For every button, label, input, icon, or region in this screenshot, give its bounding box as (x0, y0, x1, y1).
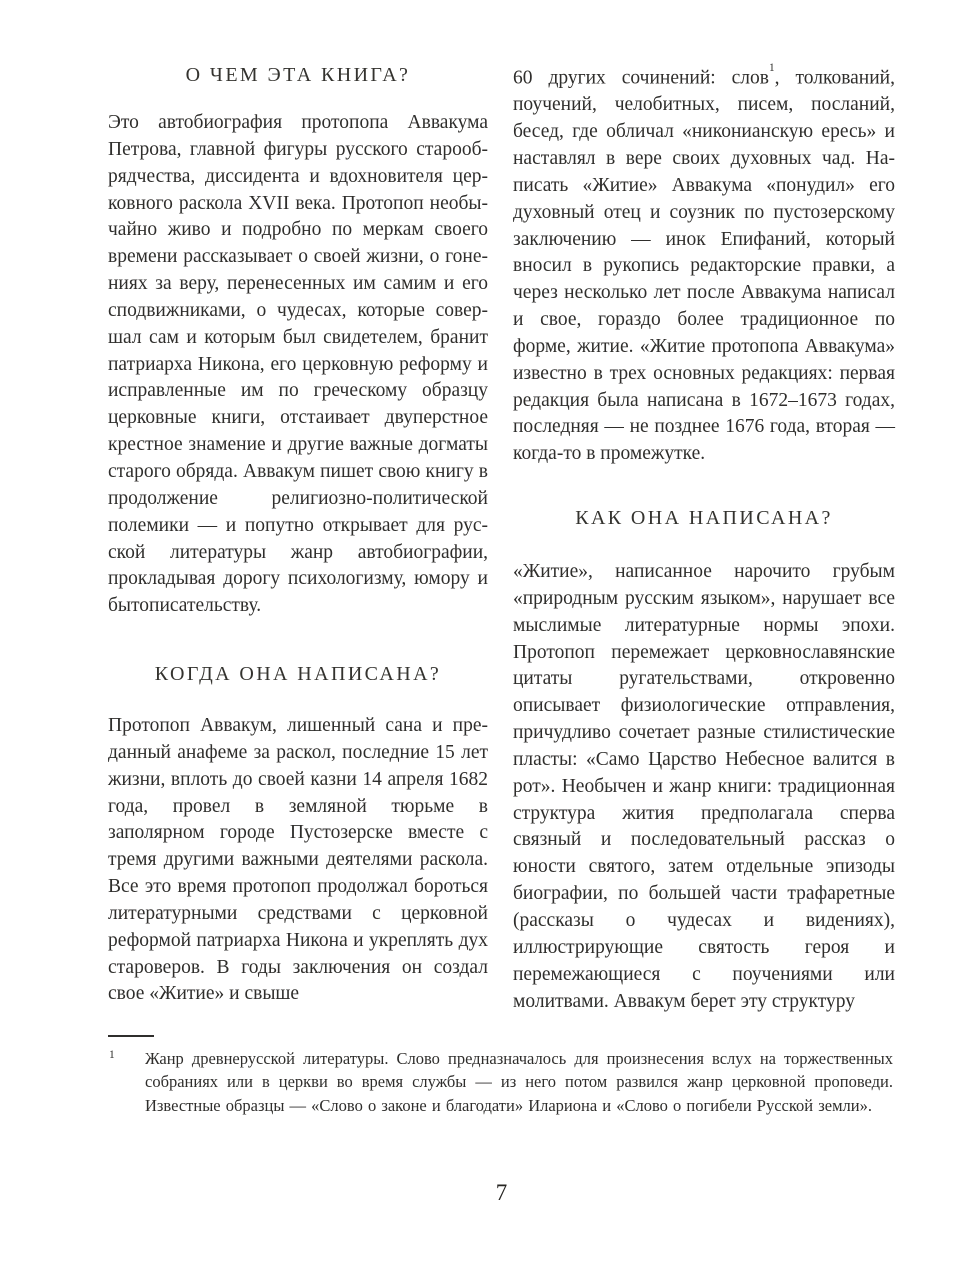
paragraph-when: Протопоп Аввакум, лишенный сана и преданный анафеме за раскол, последние 15 лет жизни, вплоть до своей казни 14 апреля 1682 года, провел в земляной тюрьме в заполярном городе Пустозерске вместе с тремя другими важными деятелями раскола. Все это время протопоп продолжал бороться литературными средствами с церковной реформой патриарха Никона и укреплять дух староверов. В годы заключения он создал свое «Житие» и свыше (108, 715, 488, 1005)
footnote-rule (108, 1035, 154, 1037)
page-number: 7 (495, 1180, 508, 1205)
paragraph-continuation (513, 60, 895, 468)
paragraph-continuation-rest: , толкований, поучений, челобитных, писем, посланий, бесед, где обличал «никонианскую ересь» и наставлял в вере своих духовных чад. Написать «Житие» Аввакума «понудил» его духовный отец и соузник по пустозерскому заключению — инок Епифаний, который вносил в рукопись редакторские правки, а через несколько лет после Аввакума написал и свое, гораздо более традиционное по форме, житие. «Житие протопопа Аввакума» известно в трех основных редакциях: первая редакция была написана в 1672–1673 годах, последняя — не позднее 1676 года, вторая — когда-то в промежутке. (513, 67, 895, 465)
footnote-reference: 1 (769, 61, 775, 74)
footnote-text: Жанр древнерусской литературы. Слово предназначалось для произнесения вслух на торжественных собраниях или в церкви во время службы — из него потом развился жанр церковной проповеди. Известные образцы — «Слово о законе и благодати» Илариона и «Слово о погибели Русской земли». (145, 1049, 893, 1115)
heading-about: О ЧЕМ ЭТА КНИГА? (185, 64, 411, 86)
footnote-marker: 1 (109, 1049, 115, 1061)
heading-how: КАК ОНА НАПИСАНА? (575, 507, 833, 529)
paragraph-about: Это автобиография протопопа Аввакума Петрова, главной фигуры русского старообрядчества, диссидента и вдохновителя церковного раскола XVII века. Протопоп необычайно живо и подробно по меркам своего времени рассказывает о своей жизни, о гонениях за веру, перенесенных им самим и его сподвижниками, о чудесах, которые совершал сам и которым был свидетелем, бранит патриарха Никона, его церковную реформу и исправленные им по греческому образцу церковные книги, отстаивает двуперстное крестное знамение и другие важные догматы старого обряда. Аввакум пишет свою книгу в продолжение религиозно-политической полемики — и попутно открывает для русской литературы жанр автобиографии, прокладывая дорогу психологизму, юмору и бытописательству. (108, 112, 488, 617)
paragraph-continuation-start: 60 других сочинений: слов (513, 67, 769, 89)
paragraph-how: «Житие», написанное нарочито грубым «природным русским языком», нарушает все мыслимые литературные нормы эпохи. Протопоп перемежает церковнославянские цитаты ругательствами, откровенно описывает физиологические отправления, причудливо сочетает разные стилистические пласты: «Само Царство Небесное валится в рот». Необычен и жанр книги: традиционная структура жития предполагала сперва связный и последовательный рассказ о юности святого, затем отдельные эпизоды биографии, по большей части трафаретные (рассказы о чудесах и видениях), иллюстрирующие святость героя и перемежающиеся с поучениями или молитвами. Аввакум берет эту структуру (513, 561, 895, 1012)
heading-when: КОГДА ОНА НАПИСАНА? (154, 663, 442, 685)
